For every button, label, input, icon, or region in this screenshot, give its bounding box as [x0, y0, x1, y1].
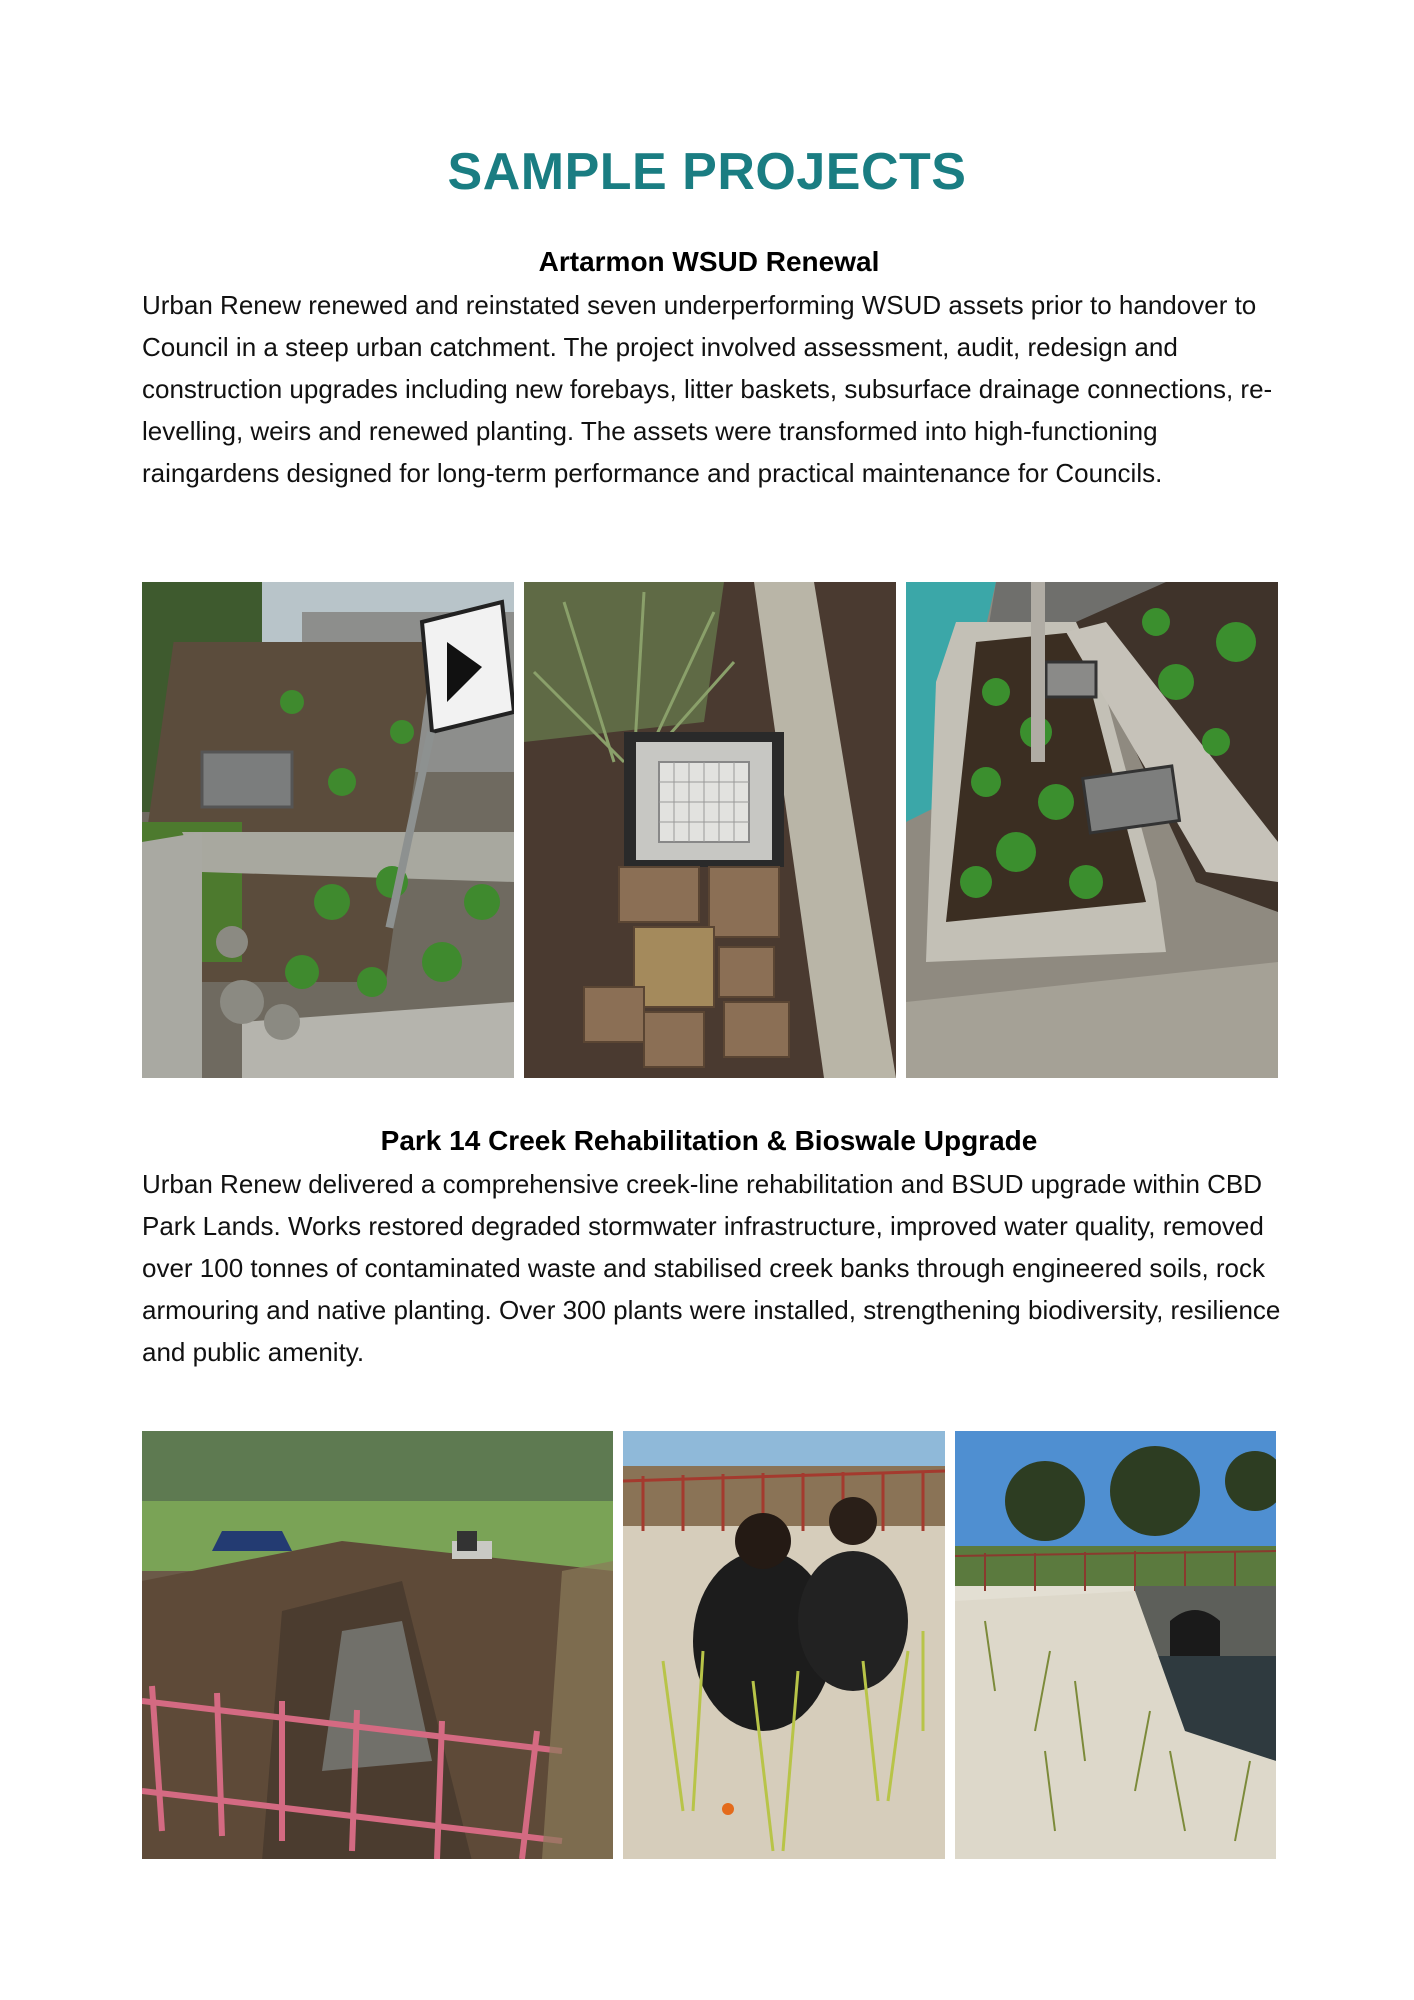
photo-row-artarmon [142, 582, 1278, 1078]
page-title: SAMPLE PROJECTS [447, 143, 967, 201]
photo-litter-basket [524, 582, 896, 1078]
photo-planting-crew [623, 1431, 945, 1859]
photo-row-park14 [142, 1431, 1276, 1859]
project-body-park14: Urban Renew delivered a comprehensive creek-line rehabilitation and BSUD upgrade within CBD Park Lands. Works restored degraded stormwater infrastructure, improved water quality, removed over 100 tonnes of contaminated waste and stabilised creek banks through engineered soils, rock armouring and native planting. Over 300 plants were installed, strengthening biodiversity, resilience and public amenity. [142, 1169, 1281, 1367]
project-heading-park14: Park 14 Creek Rehabilitation & Bioswale Upgrade [380, 1125, 1038, 1156]
project-body-artarmon: Urban Renew renewed and reinstated seven underperforming WSUD assets prior to handover to Council in a steep urban catchment. The project involved assessment, audit, redesign and construction upgrades including new forebays, litter baskets, subsurface drainage connections, re-levelling, weirs and renewed planting. The assets were transformed into high-functioning raingardens designed for long-term performance and practical maintenance for Councils. [142, 290, 1273, 488]
photo-raingarden-kerb [906, 582, 1278, 1078]
photo-culvert-bank [955, 1431, 1276, 1859]
project-heading-artarmon: Artarmon WSUD Renewal [538, 246, 880, 277]
photo-raingarden-sign [142, 582, 514, 1078]
photo-creek-works [142, 1431, 613, 1859]
